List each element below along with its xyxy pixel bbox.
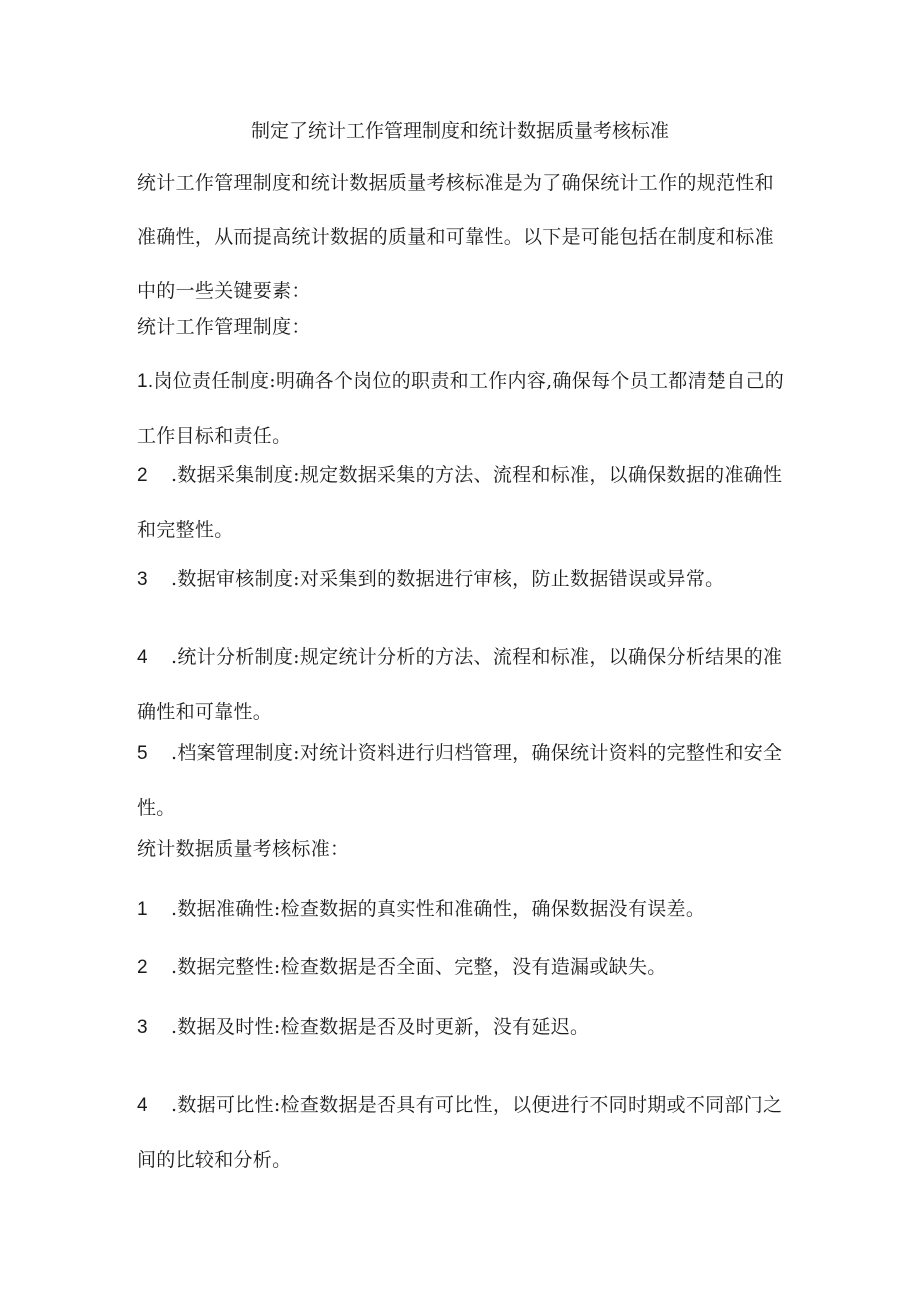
item-number: 3 (137, 1017, 148, 1038)
section2-heading: 统计数据质量考核标准： (137, 838, 350, 860)
item-text: .数据审核制度:对采集到的数据进行审核，防止数据错误或异常。 (171, 568, 725, 590)
intro-paragraph: 统计工作管理制度和统计数据质量考核标准是为了确保统计工作的规范性和准确性，从而提高统计数据的质量和可靠性。以下是可能包括在制度和标准中的一些关键要素： (137, 172, 774, 302)
item-text: .数据准确性:检查数据的真实性和准确性，确保数据没有误差。 (171, 898, 706, 920)
section2-item-4 (137, 1078, 787, 1187)
section1-item-3 (137, 552, 787, 607)
item-text: .数据采集制度:规定数据采集的方法、流程和标准，以确保数据的准确性和完整性。 (137, 464, 783, 541)
item-text: .档案管理制度:对统计资料进行归档管理，确保统计资料的完整性和安全性。 (137, 742, 783, 819)
item-text: .数据及时性:检查数据是否及时更新，没有延迟。 (171, 1016, 590, 1038)
section1-item-5 (137, 726, 787, 835)
item-text: .数据可比性:检查数据是否具有可比性，以便进行不同时期或不同部门之间的比较和分析。 (137, 1094, 783, 1171)
section2-item-2 (137, 940, 787, 995)
item-number: 2 (137, 465, 148, 486)
item-number: 1 (137, 899, 148, 920)
item-text: 岗位责任制度:明确各个岗位的职责和工作内容,确保每个员工都清楚自己的工作目标和责任。 (137, 370, 785, 447)
item-number: 3 (137, 569, 148, 590)
item-number: 4 (137, 1095, 148, 1116)
section1-item-1 (137, 354, 787, 463)
item-number: 1. (137, 371, 154, 392)
item-number: 5 (137, 743, 148, 764)
section1-item-4 (137, 630, 787, 739)
section2-item-3 (137, 1000, 787, 1055)
document-title: 制定了统计工作管理制度和统计数据质量考核标准 (250, 120, 669, 142)
item-number: 4 (137, 647, 148, 668)
section1-item-2 (137, 448, 787, 557)
item-text: .数据完整性:检查数据是否全面、完整，没有造漏或缺失。 (171, 956, 667, 978)
section2-item-1 (137, 882, 787, 937)
item-text: .统计分析制度:规定统计分析的方法、流程和标准，以确保分析结果的准确性和可靠性。 (137, 646, 783, 723)
section1-heading: 统计工作管理制度： (137, 316, 311, 338)
item-number: 2 (137, 957, 148, 978)
